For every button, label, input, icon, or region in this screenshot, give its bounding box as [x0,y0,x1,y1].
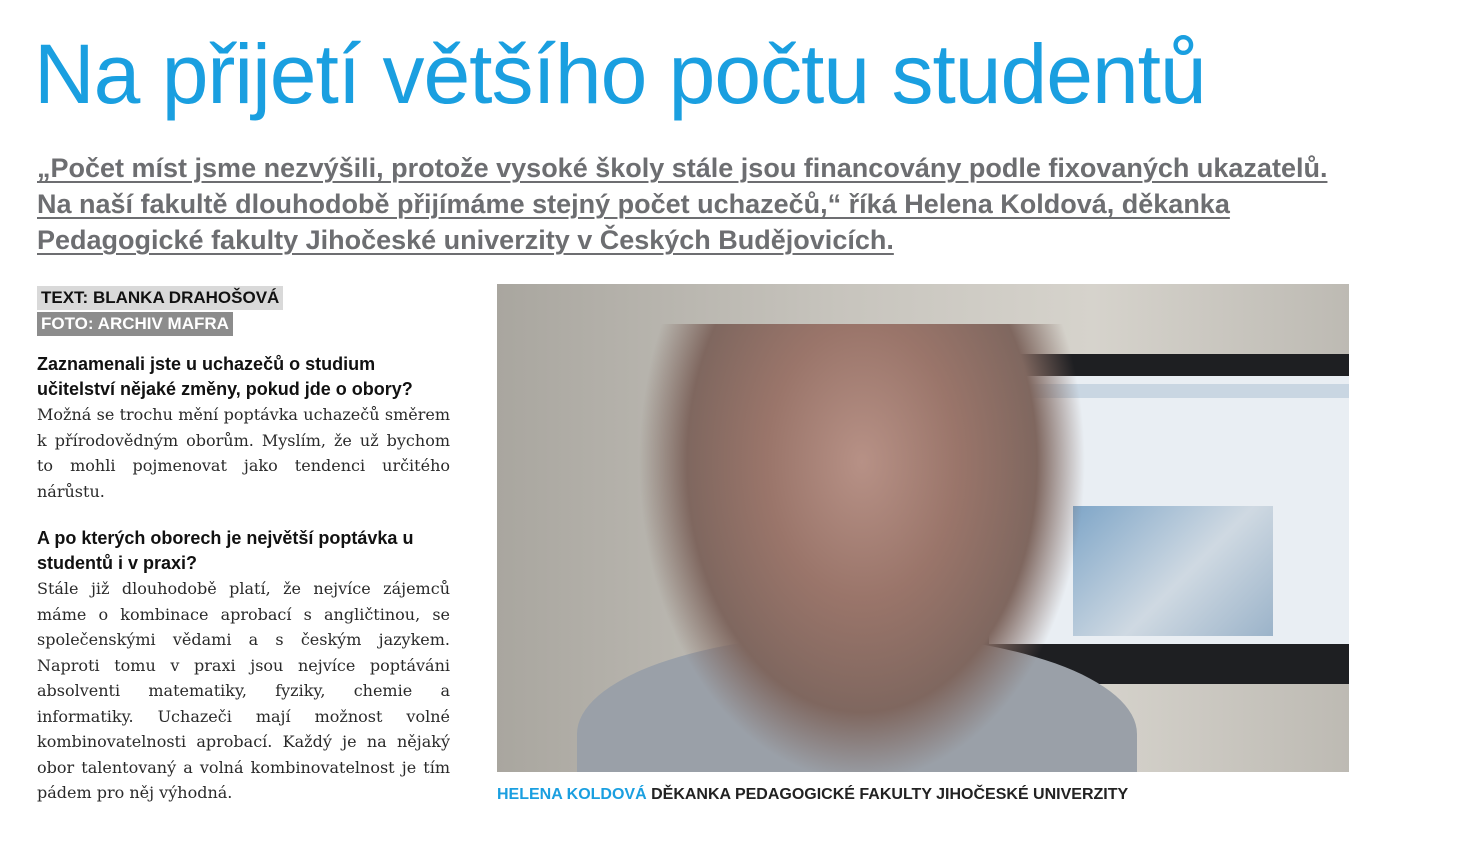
person-portrait [637,324,1087,772]
interview-column [37,352,450,828]
screen-banner [1073,506,1273,636]
qa-block [37,526,450,806]
text-credit: TEXT: BLANKA DRAHOŠOVÁ [37,286,283,310]
qa-block [37,352,450,504]
answer: Možná se trochu mění poptávka uchazečů směrem k přírodovědným oborům. Myslím, že už bychom to mohli pojmenovat jako tendenci určitého nárůstu. [37,405,450,501]
headline: Na přijetí většího počtu studentů [34,27,1206,121]
caption-name: HELENA KOLDOVÁ [497,786,647,803]
answer: Stále již dlouhodobě platí, že nejvíce zájemců máme o kombinace aprobací s angličtinou, se společenskými vědami a s českým jazykem. Naproti tomu v praxi jsou nejvíce poptáváni absolventi matematiky, fyziky, chemie a informatiky. Uchazeči mají možnost volné kombinovatelnosti aprobací. Každý je na nějaký obor talentovaný a volná kombinovatelnost je tím pádem pro něj výhodná. [37,579,450,802]
caption-role: DĚKANKA PEDAGOGICKÉ FAKULTY JIHOČESKÉ UNIVERZITY [646,786,1129,803]
credits [37,286,283,336]
question: A po kterých oborech je největší poptávka u studentů i v praxi? [37,528,414,573]
question: Zaznamenali jste u uchazečů o studium učitelství nějaké změny, pokud jde o obory? [37,354,413,399]
photo-caption [497,785,1128,805]
lead-paragraph: „Počet míst jsme nezvýšili, protože vysoké školy stále jsou financovány podle fixovaných ukazatelů. Na naší fakultě dlouhodobě přijímáme stejný počet uchazečů,“ říká Helena Koldová, děkanka Pedagogické fakulty Jihočeské univerzity v Českých Budějovicích. [37,153,1328,255]
photo-credit: FOTO: ARCHIV MAFRA [37,312,233,336]
portrait-photo [497,284,1349,772]
